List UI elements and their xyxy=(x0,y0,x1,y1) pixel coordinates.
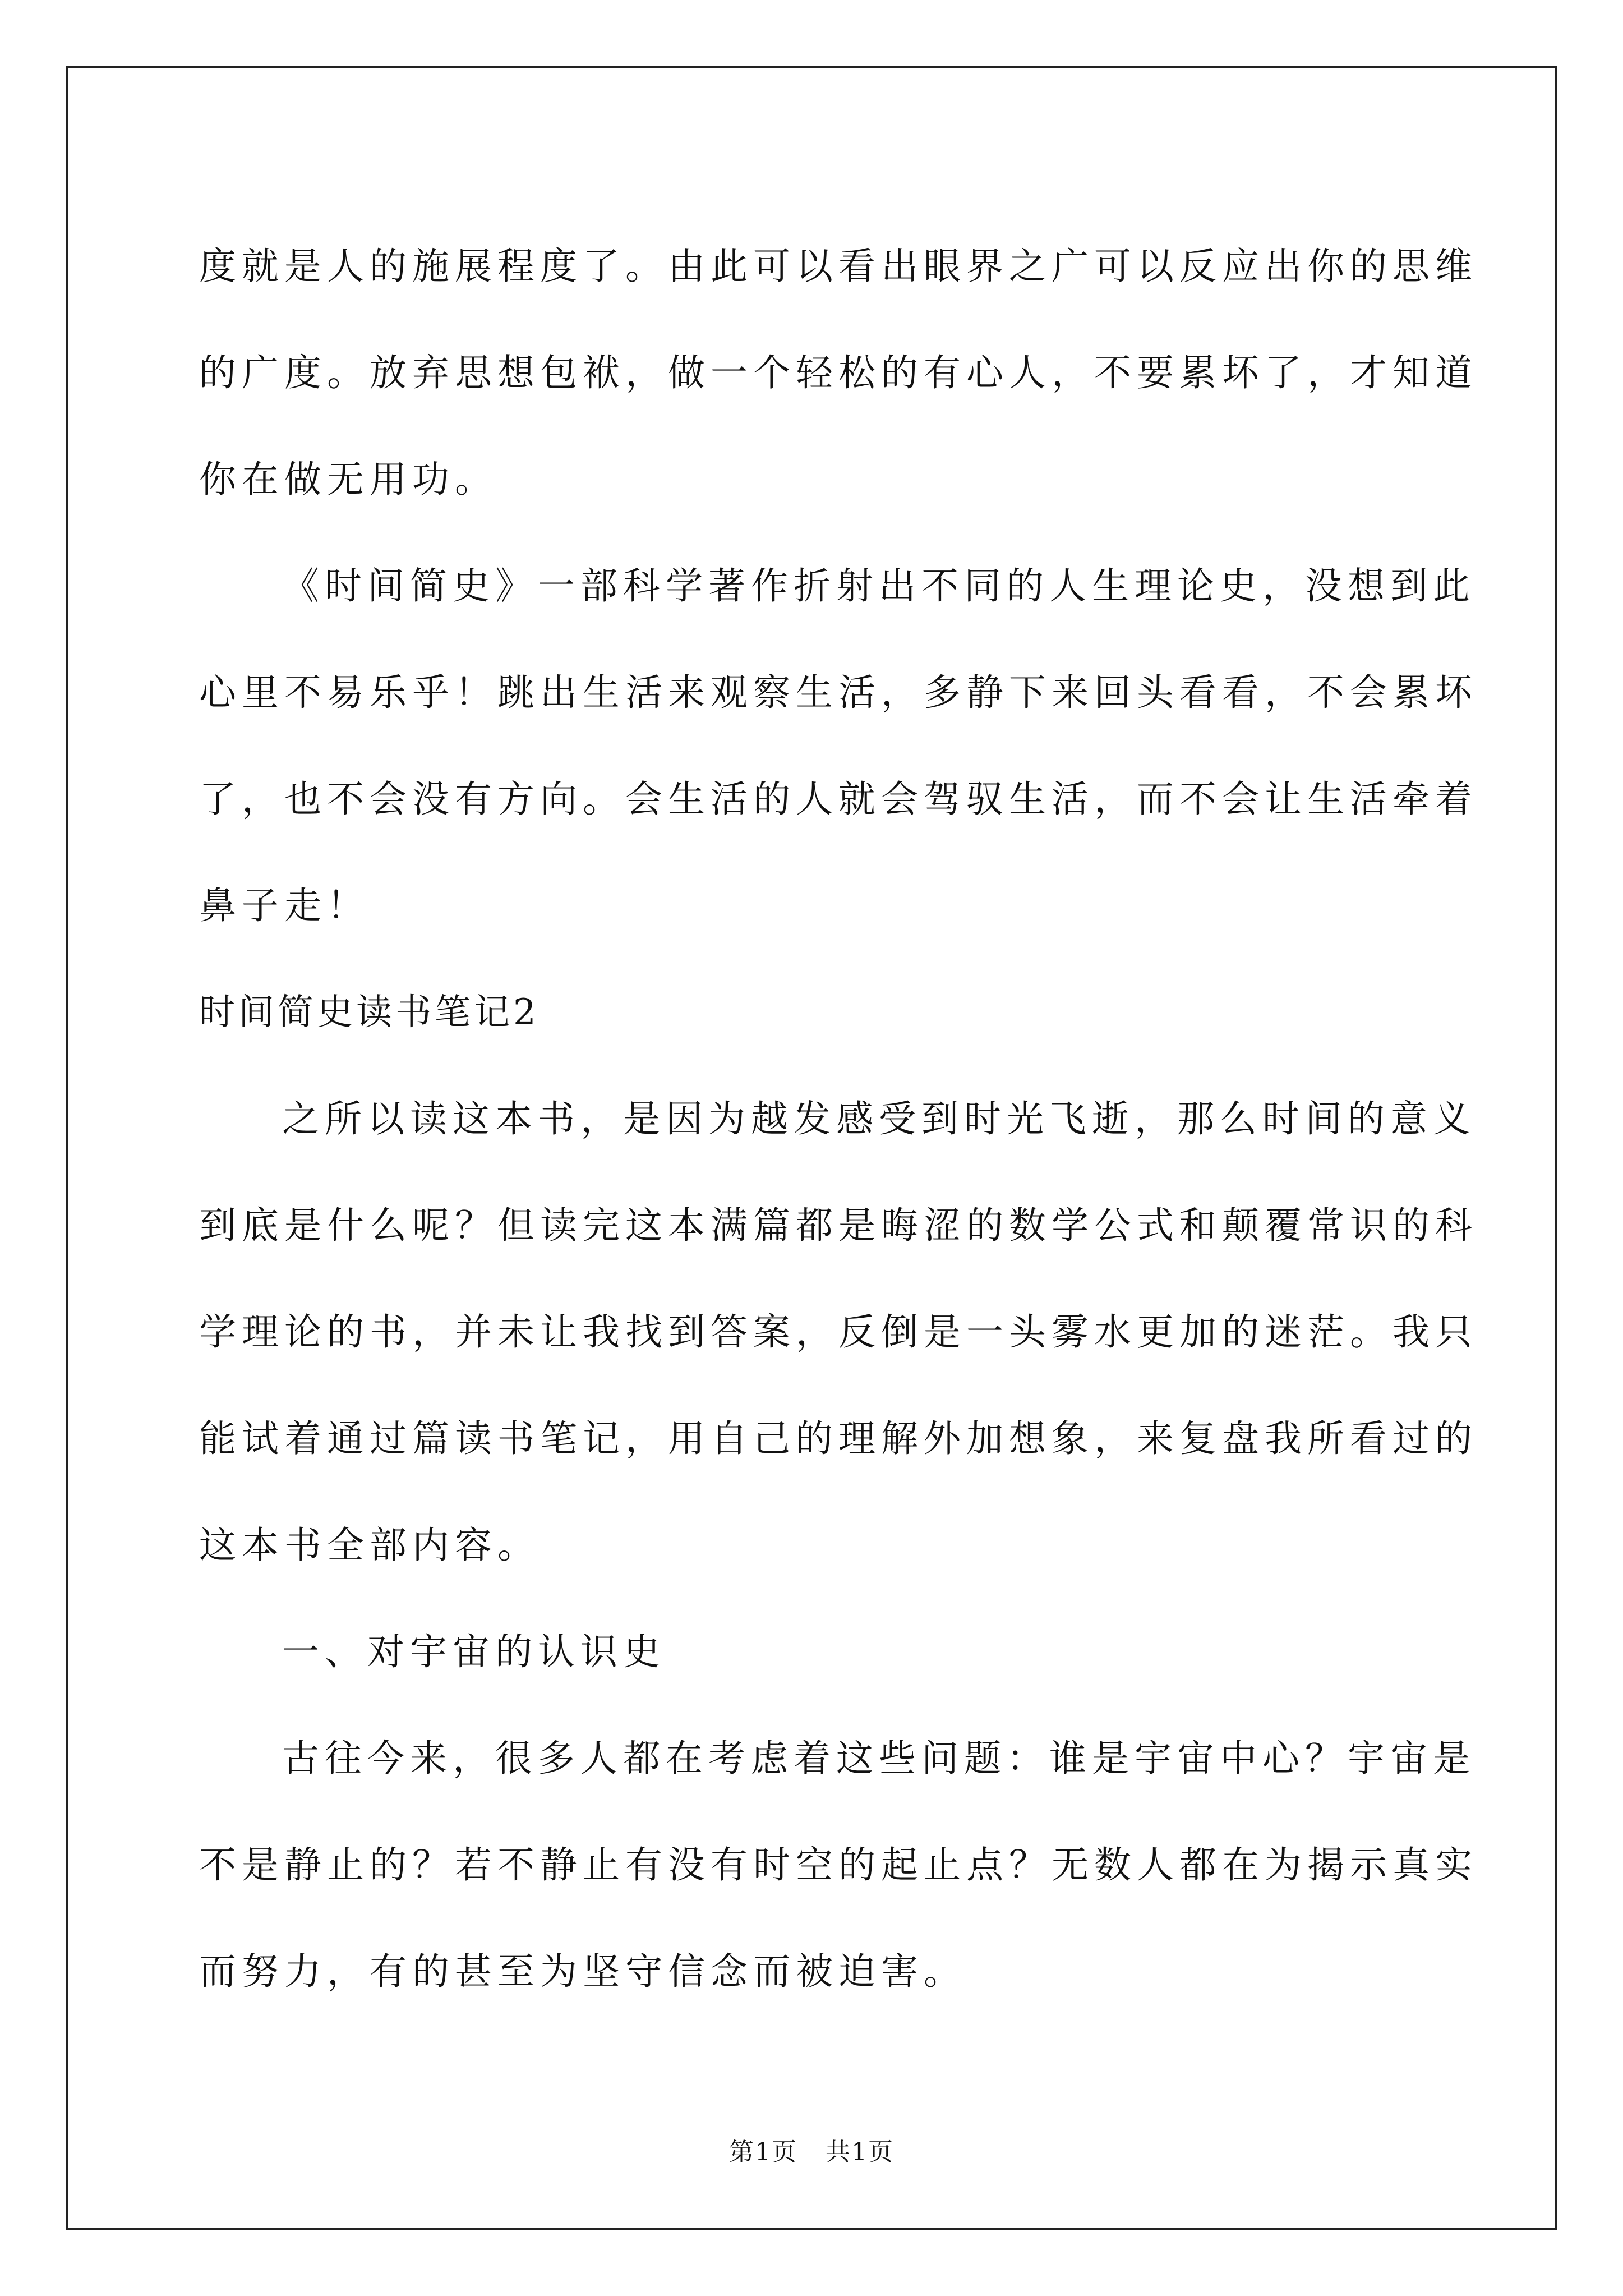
text-line: 能试着通过篇读书笔记，用自己的理解外加想象，来复盘我所看过的 xyxy=(199,1417,1478,1460)
page-footer xyxy=(0,2132,1623,2168)
text-line: 鼻子走！ xyxy=(199,884,370,927)
text-line: 一、对宇宙的认识史 xyxy=(282,1630,666,1673)
text-line: 学理论的书，并未让我找到答案，反倒是一头雾水更加的迷茫。我只 xyxy=(199,1310,1478,1354)
text-line: 古往今来，很多人都在考虑着这些问题：谁是宇宙中心？宇宙是 xyxy=(282,1737,1476,1780)
text-line: 不是静止的？若不静止有没有时空的起止点？无数人都在为揭示真实 xyxy=(199,1843,1478,1887)
text-line: 而努力，有的甚至为坚守信念而被迫害。 xyxy=(199,1950,966,1993)
text-line: 之所以读这本书，是因为越发感受到时光飞逝，那么时间的意义 xyxy=(282,1097,1476,1140)
document-body xyxy=(199,213,1478,2025)
text-line: 心里不易乐乎！跳出生活来观察生活，多静下来回头看看，不会累坏 xyxy=(199,671,1478,714)
text-line: 这本书全部内容。 xyxy=(199,1524,540,1567)
text-line: 的广度。放弃思想包袱，做一个轻松的有心人，不要累坏了，才知道 xyxy=(199,351,1478,394)
text-line: 你在做无用功。 xyxy=(199,458,497,501)
section-heading: 时间简史读书笔记2 xyxy=(199,992,540,1033)
text-line: 了，也不会没有方向。会生活的人就会驾驭生活，而不会让生活牵着 xyxy=(199,777,1478,821)
text-line: 《时间简史》一部科学著作折射出不同的人生理论史，没想到此 xyxy=(282,564,1476,608)
text-line: 到底是什么呢？但读完这本满篇都是晦涩的数学公式和颠覆常识的科 xyxy=(199,1204,1478,1247)
page-number: 第1页 xyxy=(729,2138,797,2166)
page-total: 共1页 xyxy=(826,2138,894,2166)
text-line: 度就是人的施展程度了。由此可以看出眼界之广可以反应出你的思维 xyxy=(199,245,1478,288)
